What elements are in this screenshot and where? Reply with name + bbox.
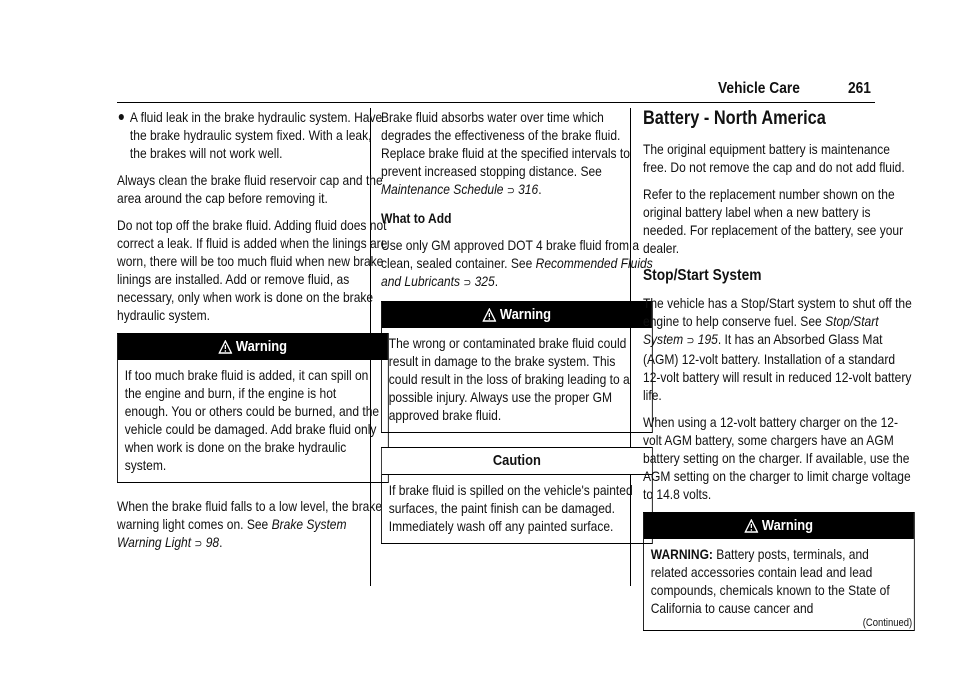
continued-label: (Continued)	[862, 617, 913, 629]
subheading: What to Add	[381, 210, 452, 226]
reference-page: 98	[205, 534, 220, 550]
warning-triangle-icon	[219, 340, 233, 354]
caution-box	[381, 447, 653, 544]
bullet-item	[117, 108, 389, 162]
page-header	[0, 78, 960, 104]
paragraph-text: Use only GM approved DOT 4 brake fluid from a clean, sealed container. See	[381, 237, 640, 271]
page-reference-icon: ⊃	[686, 335, 695, 347]
page-reference-icon: ⊃	[194, 538, 203, 550]
bullet-icon	[119, 114, 124, 120]
reference-page: 325	[474, 273, 495, 289]
section-title: Vehicle Care	[718, 80, 800, 97]
paragraph: When the brake fluid falls to a low level, the brake warning light comes on. See Brake System Warning Light ⊃ 98.	[117, 498, 383, 550]
page-number: 261	[848, 80, 871, 97]
warning-text: Battery posts, terminals, and related accessories contain lead and lead compounds, chemicals known to the State of California to cause cancer and	[650, 546, 890, 616]
warning-title: Warning	[761, 517, 814, 534]
paragraph: Refer to the replacement number shown on the original battery label when a new battery is needed. For replacement of the battery, see your dealer.	[643, 186, 904, 256]
warning-triangle-icon	[745, 519, 759, 533]
header-rule	[117, 102, 875, 103]
reference-title: Recommended Fluids and Lubricants	[381, 255, 653, 289]
warning-box	[117, 333, 389, 483]
page-reference-icon: ⊃	[506, 185, 515, 197]
paragraph-text: When the brake fluid falls to a low level, the brake warning light comes on. See	[117, 498, 383, 532]
column-left	[117, 108, 389, 562]
paragraph: Use only GM approved DOT 4 brake fluid from a clean, sealed container. See Recommended Fluids and Lubricants ⊃ 325.	[381, 237, 653, 289]
warning-body	[644, 539, 914, 617]
paragraph: Brake fluid absorbs water over time which degrades the effectiveness of the brake fluid. Replace brake fluid at the specified intervals to prevent increased stopping distance. See Maintenance Schedule ⊃ 316.	[381, 109, 630, 197]
reference-page: 195	[697, 331, 718, 347]
column-right	[643, 108, 915, 631]
caution-body: If brake fluid is spilled on the vehicle's painted surfaces, the paint finish can be damaged. Immediately wash off any painted surface.	[388, 482, 633, 534]
warning-title: Warning	[235, 338, 288, 355]
paragraph: The original equipment battery is maintenance free. Do not remove the cap and do not add fluid.	[643, 141, 905, 175]
warning-body: The wrong or contaminated brake fluid could result in damage to the brake system. This could result in the loss of braking leading to a possible injury. Always use the proper GM approved brake fluid.	[388, 335, 630, 423]
warning-triangle-icon	[483, 308, 497, 322]
paragraph	[643, 294, 915, 404]
cross-reference-link[interactable]	[381, 181, 538, 197]
warning-header	[118, 334, 388, 360]
warning-title: Warning	[499, 306, 552, 323]
section-heading: Battery - North America	[643, 108, 826, 129]
bullet-text: A fluid leak in the brake hydraulic system. Have the brake hydraulic system fixed. With a leak, the brakes will not work well.	[129, 109, 383, 161]
page-reference-icon: ⊃	[463, 277, 472, 289]
reference-title: Maintenance Schedule	[381, 181, 504, 197]
reference-title: Stop/Start System	[643, 313, 879, 347]
warning-body: If too much brake fluid is added, it can spill on the engine and burn, if the engine is hot enough. You or others could be burned, and the vehicle could be damaged. Add brake fluid only when work is done on the brake hydraulic system.	[124, 367, 380, 473]
paragraph-text: . It has an Absorbed Glass Mat (AGM) 12-volt battery. Installation of a standard 12-volt battery will result in reduced 12-volt battery life.	[643, 331, 912, 403]
paragraph-text: Brake fluid absorbs water over time which degrades the effectiveness of the brake fluid. Replace brake fluid at the specified intervals to prevent increased stopping distance. See	[381, 109, 630, 179]
paragraph: Always clean the brake fluid reservoir cap and the area around the cap before removing it.	[117, 172, 383, 206]
caution-header: Caution	[382, 448, 652, 475]
column-middle	[381, 108, 653, 558]
warning-label: WARNING:	[650, 546, 713, 562]
reference-title: Brake System Warning Light	[117, 516, 347, 550]
reference-page: 316	[518, 181, 539, 197]
paragraph: Do not top off the brake fluid. Adding fluid does not correct a leak. If fluid is added when the linings are worn, there will be too much fluid when new brake linings are installed. Add or remove fluid, as necessary, only when work is done on the brake hydraulic system.	[117, 217, 388, 323]
warning-header	[382, 302, 652, 328]
warning-header	[644, 513, 914, 539]
paragraph: When using a 12-volt battery charger on the 12-volt AGM battery, some chargers have an AGM battery setting on the charger. If available, use the AGM setting on the charger to limit charge voltage to 14.8 volts.	[643, 414, 911, 502]
warning-box	[643, 512, 915, 631]
warning-box	[381, 301, 653, 433]
subsection-heading: Stop/Start System	[643, 267, 762, 284]
paragraph-text: The vehicle has a Stop/Start system to shut off the engine to help conserve fuel. See	[643, 295, 912, 329]
